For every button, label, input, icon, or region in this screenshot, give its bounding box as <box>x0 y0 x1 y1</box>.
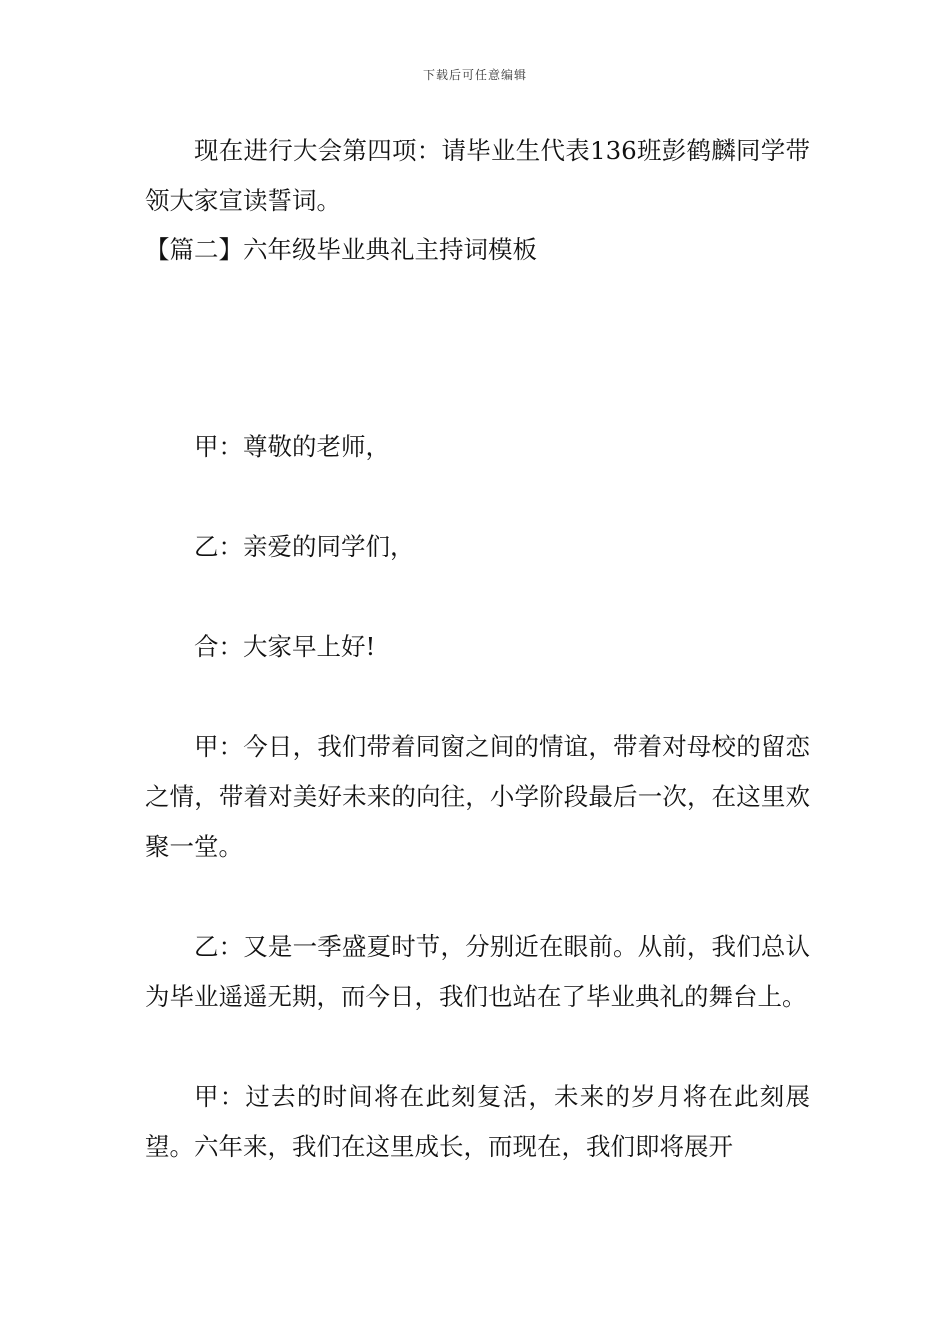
paragraph-summer: 乙：又是一季盛夏时节，分别近在眼前。从前，我们总认为毕业遥遥无期，而今日，我们也站在了毕业典礼的舞台上。 <box>145 932 810 1011</box>
spacer <box>145 672 810 722</box>
page-header-note: 下载后可任意编辑 <box>422 68 527 82</box>
document-body <box>145 126 810 1172</box>
section-heading: 【篇二】六年级毕业典礼主持词模板 <box>145 235 537 264</box>
intro-paragraph: 现在进行大会第四项：请毕业生代表136班彭鹤麟同学带领大家宣读誓词。 <box>145 136 810 215</box>
spacer <box>145 872 810 922</box>
spacer <box>145 1022 810 1072</box>
paragraph-gathering: 甲：今日，我们带着同窗之间的情谊，带着对母校的留恋之情，带着对美好未来的向往，小学阶段最后一次，在这里欢聚一堂。 <box>145 732 810 861</box>
paragraph-greeting-teachers: 甲：尊敬的老师， <box>194 432 390 461</box>
paragraph-greeting-students: 乙：亲爱的同学们， <box>194 532 415 561</box>
spacer <box>145 572 810 622</box>
spacer <box>145 274 810 422</box>
paragraph-past-future: 甲：过去的时间将在此刻复活，未来的岁月将在此刻展望。六年来，我们在这里成长，而现在，我们即将展开 <box>145 1082 810 1161</box>
spacer <box>145 472 810 522</box>
paragraph-greeting-all: 合：大家早上好! <box>194 632 376 661</box>
